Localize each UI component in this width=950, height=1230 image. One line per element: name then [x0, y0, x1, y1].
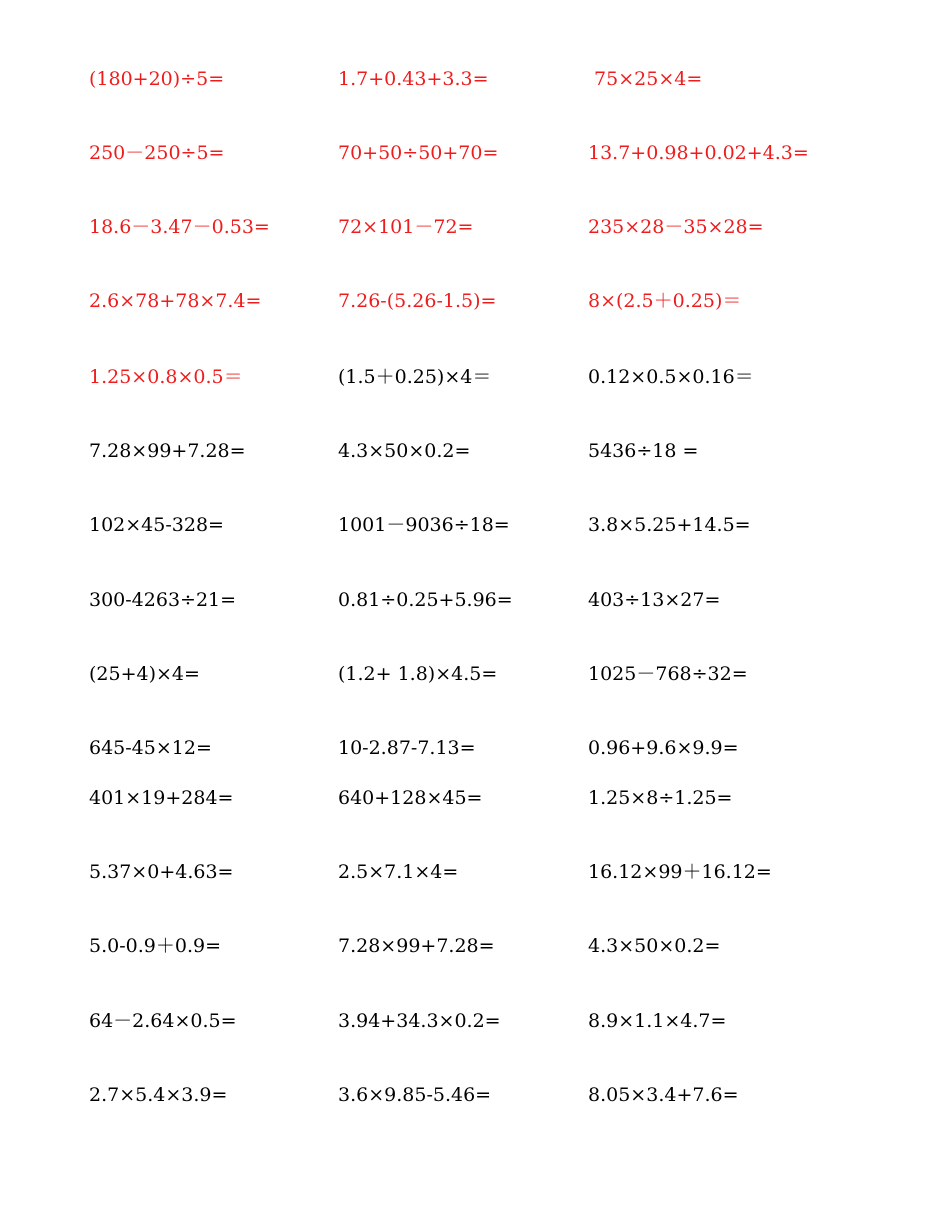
problem-row — [0, 436, 950, 466]
problem-row — [0, 1080, 950, 1110]
problem-row — [0, 64, 950, 94]
math-problem: 72×101－72= — [338, 216, 474, 238]
problem-row — [0, 733, 950, 763]
problem-row — [0, 857, 950, 887]
math-problem: 1.7+0.43+3.3= — [338, 68, 489, 90]
math-problem: 1025－768÷32= — [588, 663, 748, 685]
math-problem: 401×19+284= — [89, 787, 234, 809]
problem-row — [0, 585, 950, 615]
math-problem: 5.37×0+4.63= — [89, 861, 234, 883]
problem-row — [0, 931, 950, 961]
math-problem: 645-45×12= — [89, 737, 212, 759]
math-problem: 8×(2.5＋0.25)＝ — [588, 290, 742, 312]
math-problem: 2.5×7.1×4= — [338, 861, 459, 883]
math-problem: 3.6×9.85-5.46= — [338, 1084, 492, 1106]
math-problem: 16.12×99＋16.12= — [588, 861, 772, 883]
math-problem: 0.81÷0.25+5.96= — [338, 589, 513, 611]
math-problem: 1.25×0.8×0.5＝ — [89, 366, 243, 388]
math-problem: 300-4263÷21= — [89, 589, 237, 611]
math-problem: 7.28×99+7.28= — [89, 440, 246, 462]
problem-row — [0, 362, 950, 392]
math-problem: 7.26-(5.26-1.5)= — [338, 290, 497, 312]
math-problem: 2.7×5.4×3.9= — [89, 1084, 228, 1106]
math-problem: 70+50÷50+70= — [338, 142, 499, 164]
math-problem: 75×25×4= — [588, 68, 703, 90]
math-problem: 4.3×50×0.2= — [588, 935, 721, 957]
math-problem: 0.12×0.5×0.16＝ — [588, 366, 754, 388]
problem-row — [0, 286, 950, 316]
math-problem: 4.3×50×0.2= — [338, 440, 471, 462]
math-problem: 7.28×99+7.28= — [338, 935, 495, 957]
math-problem: (1.5＋0.25)×4＝ — [338, 366, 492, 388]
math-problem: 235×28－35×28= — [588, 216, 764, 238]
math-problem: 0.96+9.6×9.9= — [588, 737, 739, 759]
math-problem: 3.8×5.25+14.5= — [588, 514, 751, 536]
problem-row — [0, 783, 950, 813]
math-problem: 13.7+0.98+0.02+4.3= — [588, 142, 809, 164]
math-problem: 10-2.87-7.13= — [338, 737, 476, 759]
math-problem: 1.25×8÷1.25= — [588, 787, 733, 809]
math-problem: (25+4)×4= — [89, 663, 200, 685]
math-problem: 8.9×1.1×4.7= — [588, 1010, 727, 1032]
problem-row — [0, 510, 950, 540]
math-problem: (1.2+ 1.8)×4.5= — [338, 663, 498, 685]
math-problem: 8.05×3.4+7.6= — [588, 1084, 739, 1106]
problem-row — [0, 1006, 950, 1036]
math-problem: 2.6×78+78×7.4= — [89, 290, 262, 312]
math-problem: 250－250÷5= — [89, 142, 225, 164]
math-problem: 640+128×45= — [338, 787, 483, 809]
math-problem: 102×45-328= — [89, 514, 224, 536]
math-problem: 64－2.64×0.5= — [89, 1010, 237, 1032]
math-problem: 5.0-0.9＋0.9= — [89, 935, 221, 957]
math-problem: 1001－9036÷18= — [338, 514, 510, 536]
math-problem: 3.94+34.3×0.2= — [338, 1010, 501, 1032]
problem-row — [0, 659, 950, 689]
problem-row — [0, 138, 950, 168]
problem-row — [0, 212, 950, 242]
math-problem: 5436÷18 = — [588, 440, 699, 462]
math-problem: (180+20)÷5= — [89, 68, 225, 90]
math-problem: 403÷13×27= — [588, 589, 721, 611]
math-problem: 18.6－3.47－0.53= — [89, 216, 270, 238]
